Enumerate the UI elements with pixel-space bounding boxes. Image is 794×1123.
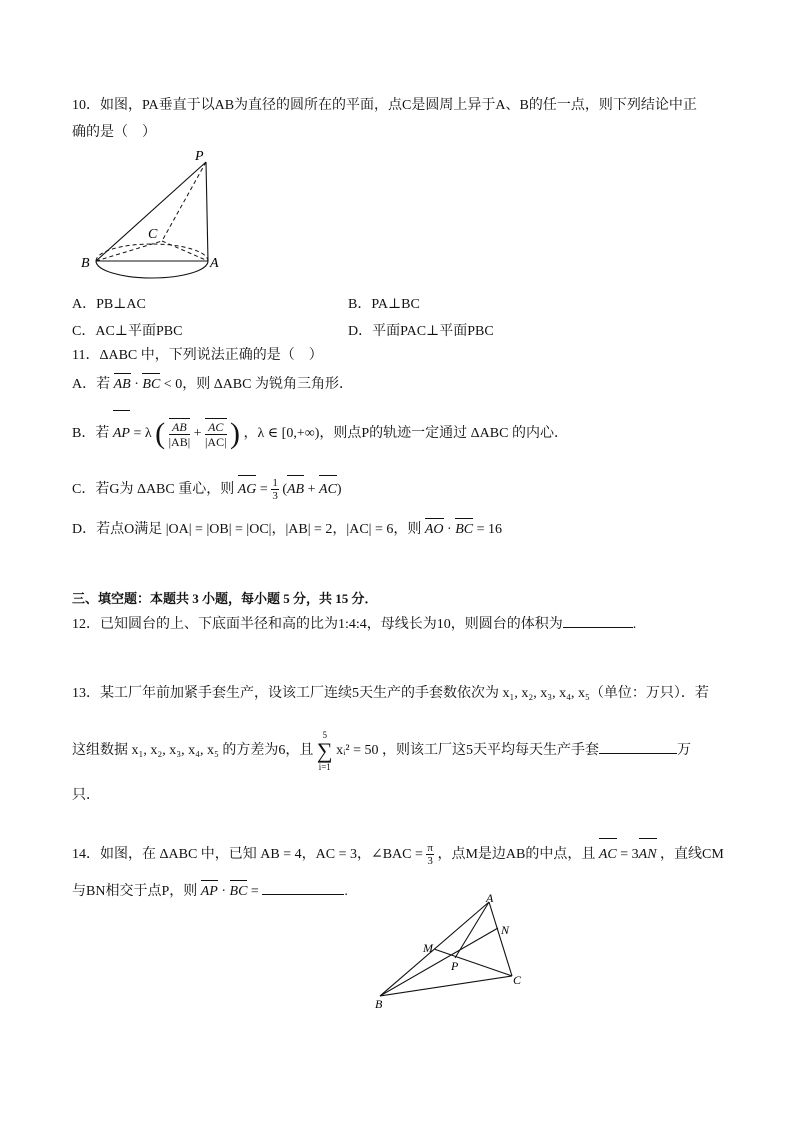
q10-figure-cone [78,145,228,287]
q11-stem: 11．ΔABC 中，下列说法正确的是（ ） [72,348,323,363]
q11-a-vec-bc: BC [142,375,160,395]
q14-label-C: C [513,973,522,987]
q11-b-frac1: $\frac{AB}{|AB|}$ [168,419,191,449]
q14-label-N: N [501,923,510,937]
q10-option-c[interactable]: C．AC⊥平面PBC [72,324,183,339]
q10-label-C: C [148,227,158,242]
q11-b-frac2: $\frac{AC}{|AC|}$ [205,419,227,449]
q10-stem-line2: 确的是（ ） [72,125,156,140]
q13-line3: 只． [72,788,100,803]
q11-d-vec-ao: AO [425,520,444,540]
q14-label-M: M [423,941,433,955]
q14-line2: 与BN相交于点P，则 AP · BC = . [72,880,348,902]
q14-pi-frac: $\frac{\pi}{3}$ [427,842,433,868]
q11-b-vec-ap: AP [113,412,130,456]
q11-option-c[interactable]: C．若G为 ΔABC 重心，则 AG = $\frac{1}{3}$ (AB + AC) [72,477,342,503]
q14-line1: 14．如图，在 ΔABC 中，已知 AB = 4，AC = 3，∠BAC = $\frac{\pi}{3}$ ，点M是边AB的中点，且 AC = 3AN ，直线CM [72,840,724,870]
q11-option-a[interactable]: A．若 AB · BC < 0，则 ΔABC 为锐角三角形． [72,375,353,395]
q13-line1: 13．某工厂年前加紧手套生产，设该工厂连续5天生产的手套数依次为 x₁, x₂, x₃, x₄, x₅（单位：万只）．若 [72,686,709,701]
q10-option-a[interactable]: A．PB⊥AC [72,297,146,312]
q12-line: 12．已知圆台的上、下底面半径和高的比为1:4:4，母线长为10，则圆台的体积为 . [72,613,636,635]
q14-label-A: A [486,892,494,905]
q10-option-b[interactable]: B．PA⊥BC [348,297,420,312]
q13-sum-symbol: 5 ∑ i=1 [316,730,333,772]
q10-label-B: B [81,256,90,271]
q10-label-P: P [195,149,204,164]
q10-stem-line1: 10．如图，PA垂直于以AB为直径的圆所在的平面，点C是圆周上异于A、B的任一点，则下列结论中正 [72,98,697,113]
q14-label-B: B [375,997,383,1011]
q11-option-b[interactable]: B．若 AP = λ ( $\frac{AB}{|AB|}$ + $\frac{AC}{|AC|}$ ) ，λ ∈ [0,+∞)，则点P的轨迹一定通过 ΔABC 的内心． [72,412,568,456]
section3-heading: 三、填空题：本题共 3 小题，每小题 5 分，共 15 分． [72,591,378,606]
q14-figure-triangle [368,892,538,1014]
q12-answer-blank[interactable] [563,613,633,628]
q13-line2: 这组数据 x₁, x₂, x₃, x₄, x₅ 的方差为6，且 5 ∑ i=1 xᵢ² = 50 ，则该工厂这5天平均每天生产手套 万 [72,730,691,772]
q13-answer-blank[interactable] [599,739,677,754]
q10-option-d[interactable]: D．平面PAC⊥平面PBC [348,324,494,339]
q11-d-vec-bc: BC [455,520,473,540]
q14-label-P: P [451,959,459,973]
q10-options-row2 [72,320,732,340]
q11-c-vec-ag: AG [238,477,257,503]
q14-answer-blank[interactable] [262,880,344,895]
q10-label-A: A [210,256,219,271]
q11-a-vec-ab: AB [114,375,131,395]
q10-options-row1 [72,293,732,313]
q11-option-d[interactable]: D．若点O满足 |OA| = |OB| = |OC|，|AB| = 2，|AC| = 6，则 AO · BC = 16 [72,520,502,540]
q11-c-frac: $\frac{1}{3}$ [272,477,278,503]
